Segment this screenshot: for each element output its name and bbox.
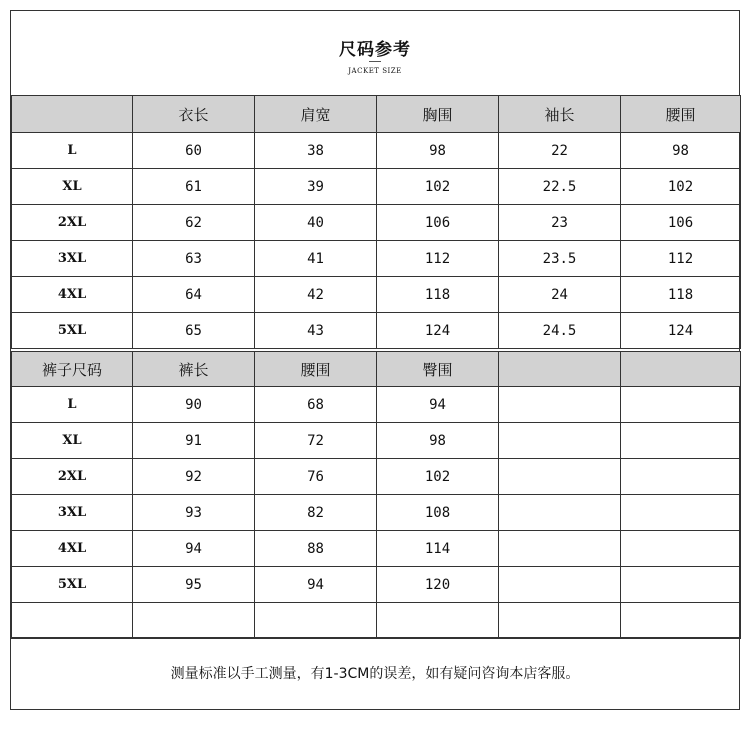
- measurement-cell: [621, 459, 741, 495]
- size-label-cell: XL: [12, 169, 133, 205]
- size-label-cell: 2XL: [12, 459, 133, 495]
- measurement-cell: 94: [255, 567, 377, 603]
- size-label-cell: 2XL: [12, 205, 133, 241]
- size-chart: [10, 10, 740, 710]
- measurement-cell: [499, 387, 621, 423]
- table-row: [12, 567, 741, 603]
- measurement-cell: 72: [255, 423, 377, 459]
- column-header: [499, 352, 621, 387]
- measurement-cell: [377, 603, 499, 639]
- size-label-cell: 4XL: [12, 531, 133, 567]
- measurement-cell: [621, 603, 741, 639]
- column-header: [12, 96, 133, 133]
- size-label-cell: 5XL: [12, 313, 133, 349]
- measurement-cell: 102: [377, 169, 499, 205]
- measurement-cell: 60: [133, 133, 255, 169]
- measurement-cell: 91: [133, 423, 255, 459]
- measurement-cell: 112: [377, 241, 499, 277]
- table-header-row: [12, 352, 741, 387]
- measurement-cell: 88: [255, 531, 377, 567]
- size-label-cell: L: [12, 133, 133, 169]
- table-row: [12, 387, 741, 423]
- table-row: [12, 313, 741, 349]
- measurement-cell: 102: [621, 169, 741, 205]
- column-header: 腰围: [255, 352, 377, 387]
- measurement-cell: 68: [255, 387, 377, 423]
- table-row: [12, 133, 741, 169]
- chart-subtitle: JACKET SIZE: [348, 67, 402, 75]
- column-header: 裤子尺码: [12, 352, 133, 387]
- size-label-cell: 5XL: [12, 567, 133, 603]
- measurement-cell: 63: [133, 241, 255, 277]
- measurement-cell: 114: [377, 531, 499, 567]
- measurement-cell: 42: [255, 277, 377, 313]
- size-label-cell: L: [12, 387, 133, 423]
- measurement-cell: 108: [377, 495, 499, 531]
- measurement-cell: [499, 495, 621, 531]
- measurement-cell: [499, 531, 621, 567]
- measurement-cell: [621, 531, 741, 567]
- measurement-cell: 76: [255, 459, 377, 495]
- measurement-cell: 38: [255, 133, 377, 169]
- measurement-cell: [499, 603, 621, 639]
- measurement-cell: 94: [133, 531, 255, 567]
- column-header: 肩宽: [255, 96, 377, 133]
- measurement-cell: 102: [377, 459, 499, 495]
- measurement-cell: 112: [621, 241, 741, 277]
- measurement-cell: 98: [621, 133, 741, 169]
- measurement-cell: 82: [255, 495, 377, 531]
- measurement-cell: 90: [133, 387, 255, 423]
- measurement-cell: 98: [377, 423, 499, 459]
- title-block: [11, 11, 739, 95]
- table-row: [12, 423, 741, 459]
- measurement-cell: 124: [377, 313, 499, 349]
- measurement-cell: 23: [499, 205, 621, 241]
- measurement-cell: 118: [621, 277, 741, 313]
- column-header: 袖长: [499, 96, 621, 133]
- size-label-cell: 3XL: [12, 241, 133, 277]
- column-header: [621, 352, 741, 387]
- chart-title: 尺码参考: [339, 40, 411, 60]
- measurement-cell: 22: [499, 133, 621, 169]
- table-row: [12, 277, 741, 313]
- size-label-cell: [12, 603, 133, 639]
- measurement-cell: 118: [377, 277, 499, 313]
- column-header: 衣长: [133, 96, 255, 133]
- table-row: [12, 205, 741, 241]
- measurement-cell: 23.5: [499, 241, 621, 277]
- table-row: [12, 459, 741, 495]
- table-row: [12, 241, 741, 277]
- table-header-row: [12, 96, 741, 133]
- measurement-cell: [133, 603, 255, 639]
- table-row: [12, 169, 741, 205]
- measurement-cell: 106: [621, 205, 741, 241]
- measurement-cell: [499, 423, 621, 459]
- measurement-cell: 24: [499, 277, 621, 313]
- measurement-cell: 120: [377, 567, 499, 603]
- pants-size-table: [11, 351, 741, 639]
- size-label-cell: 3XL: [12, 495, 133, 531]
- measurement-cell: 39: [255, 169, 377, 205]
- measurement-cell: 95: [133, 567, 255, 603]
- measurement-cell: 24.5: [499, 313, 621, 349]
- measurement-cell: [255, 603, 377, 639]
- measurement-cell: 40: [255, 205, 377, 241]
- jacket-size-table: [11, 95, 741, 349]
- measurement-note: 测量标准以手工测量，有1-3CM的误差，如有疑问咨询本店客服。: [11, 637, 739, 710]
- measurement-cell: [499, 567, 621, 603]
- measurement-cell: 65: [133, 313, 255, 349]
- column-header: 腰围: [621, 96, 741, 133]
- measurement-cell: [499, 459, 621, 495]
- measurement-cell: 41: [255, 241, 377, 277]
- table-row: [12, 603, 741, 639]
- measurement-cell: 43: [255, 313, 377, 349]
- measurement-cell: [621, 495, 741, 531]
- measurement-cell: 64: [133, 277, 255, 313]
- measurement-cell: 62: [133, 205, 255, 241]
- table-row: [12, 495, 741, 531]
- column-header: 胸围: [377, 96, 499, 133]
- size-label-cell: XL: [12, 423, 133, 459]
- measurement-cell: 61: [133, 169, 255, 205]
- column-header: 裤长: [133, 352, 255, 387]
- column-header: 臀围: [377, 352, 499, 387]
- table-row: [12, 531, 741, 567]
- size-label-cell: 4XL: [12, 277, 133, 313]
- measurement-cell: 92: [133, 459, 255, 495]
- measurement-cell: 106: [377, 205, 499, 241]
- measurement-cell: 98: [377, 133, 499, 169]
- measurement-cell: 94: [377, 387, 499, 423]
- measurement-cell: 124: [621, 313, 741, 349]
- measurement-cell: [621, 387, 741, 423]
- title-divider: [369, 61, 381, 62]
- measurement-cell: 93: [133, 495, 255, 531]
- measurement-cell: 22.5: [499, 169, 621, 205]
- measurement-cell: [621, 567, 741, 603]
- measurement-cell: [621, 423, 741, 459]
